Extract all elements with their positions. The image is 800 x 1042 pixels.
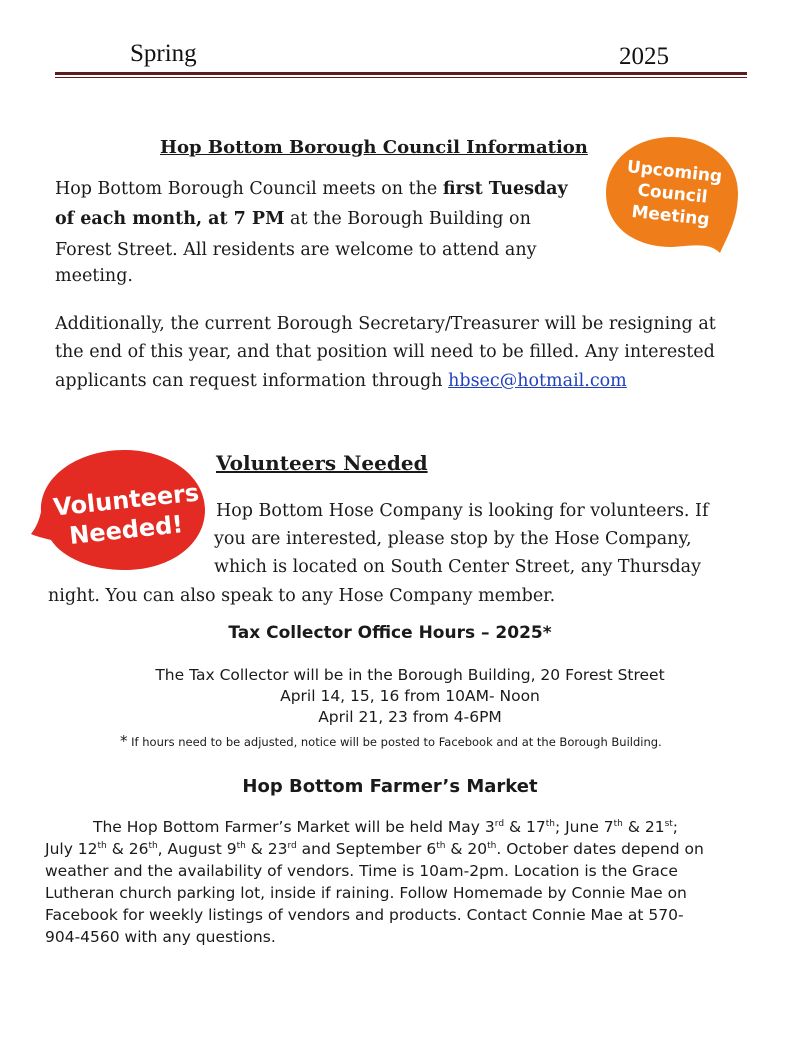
council-meeting-time: of each month, at 7 PM	[55, 209, 285, 229]
ordinal-suffix: th	[236, 841, 246, 851]
volunteer-badge-line2: Needed!	[67, 510, 185, 550]
market-text: Facebook for weekly listings of vendors and products. Contact Connie Mae at 570-	[45, 906, 684, 924]
market-text: & 23	[245, 840, 288, 858]
secretary-email-link[interactable]: hbsec@hotmail.com	[448, 371, 627, 391]
market-text: and September 6	[296, 840, 437, 858]
volunteer-badge-line1: Volunteers	[51, 478, 201, 522]
volunteers-paragraph	[48, 500, 748, 610]
ordinal-suffix: rd	[494, 819, 505, 829]
council-badge-line2: Council	[636, 180, 709, 208]
header-rule-thin	[55, 77, 747, 78]
market-text: , August 9	[157, 840, 237, 858]
market-text: July 12	[45, 840, 98, 858]
council-p2-text: applicants can request information through	[55, 371, 449, 391]
volunteers-text: night. You can also speak to any Hose Company member.	[48, 586, 556, 606]
council-p1-text: at the Borough Building on	[284, 209, 531, 229]
header-year: 2025	[619, 43, 669, 70]
header-rule	[55, 72, 747, 75]
market-text: & 17	[504, 818, 546, 836]
council-p2-text: the end of this year, and that position will need to be filled. Any interested	[55, 342, 715, 362]
council-p1-text: Forest Street. All residents are welcome to attend any	[55, 240, 537, 260]
market-text: 904-4560 with any questions.	[45, 928, 276, 946]
volunteers-text: you are interested, please stop by the Hose Company,	[214, 529, 692, 549]
market-text: weather and the availability of vendors. Time is 10am-2pm. Location is the Grace	[45, 862, 678, 880]
council-meeting-day: first Tuesday	[442, 179, 568, 199]
volunteers-text: Hop Bottom Hose Company is looking for volunteers. If	[216, 501, 709, 521]
ordinal-suffix: rd	[287, 841, 297, 851]
market-text: The Hop Bottom Farmer’s Market will be held May 3	[93, 818, 495, 836]
council-title: Hop Bottom Borough Council Information	[160, 137, 588, 158]
ordinal-suffix: th	[545, 819, 555, 829]
ordinal-suffix: th	[148, 841, 158, 851]
market-title: Hop Bottom Farmer’s Market	[242, 776, 538, 797]
ordinal-suffix: st	[664, 819, 673, 829]
market-text: Lutheran church parking lot, inside if raining. Follow Homemade by Connie Mae on	[45, 884, 687, 902]
upcoming-council-meeting-badge	[602, 133, 742, 258]
market-paragraph	[45, 817, 765, 967]
market-text: & 20	[445, 840, 488, 858]
tax-title: Tax Collector Office Hours – 2025*	[228, 623, 552, 643]
tax-hours-2: April 21, 23 from 4-6PM	[318, 708, 502, 726]
ordinal-suffix: th	[436, 841, 446, 851]
ordinal-suffix: th	[487, 841, 497, 851]
tax-hours-1: April 14, 15, 16 from 10AM- Noon	[280, 687, 540, 705]
council-p1-text: meeting.	[55, 266, 133, 286]
tax-hours-block	[60, 665, 760, 728]
council-paragraph-1	[55, 178, 585, 298]
council-p1-text: Hop Bottom Borough Council meets on the	[55, 179, 443, 199]
header-season: Spring	[130, 40, 197, 67]
tax-note-asterisk: *	[120, 732, 128, 750]
council-badge-line3: Meeting	[630, 201, 711, 231]
tax-location: The Tax Collector will be in the Borough Building, 20 Forest Street	[155, 666, 665, 684]
market-text: & 21	[622, 818, 665, 836]
ordinal-suffix: th	[613, 819, 623, 829]
volunteers-title: Volunteers Needed	[216, 451, 428, 475]
ordinal-suffix: th	[97, 841, 107, 851]
market-text: . October dates depend on	[496, 840, 704, 858]
volunteers-text: which is located on South Center Street, any Thursday	[214, 557, 702, 577]
market-text: & 26	[106, 840, 149, 858]
market-text: ; June 7	[554, 818, 614, 836]
tax-note	[120, 732, 760, 750]
council-paragraph-2	[55, 313, 755, 403]
tax-note-text: If hours need to be adjusted, notice will be posted to Facebook and at the Borough Building.	[127, 735, 662, 749]
council-badge-line1: Upcoming	[625, 157, 724, 187]
council-p2-text: Additionally, the current Borough Secretary/Treasurer will be resigning at	[55, 314, 716, 334]
market-text: ;	[672, 818, 679, 836]
